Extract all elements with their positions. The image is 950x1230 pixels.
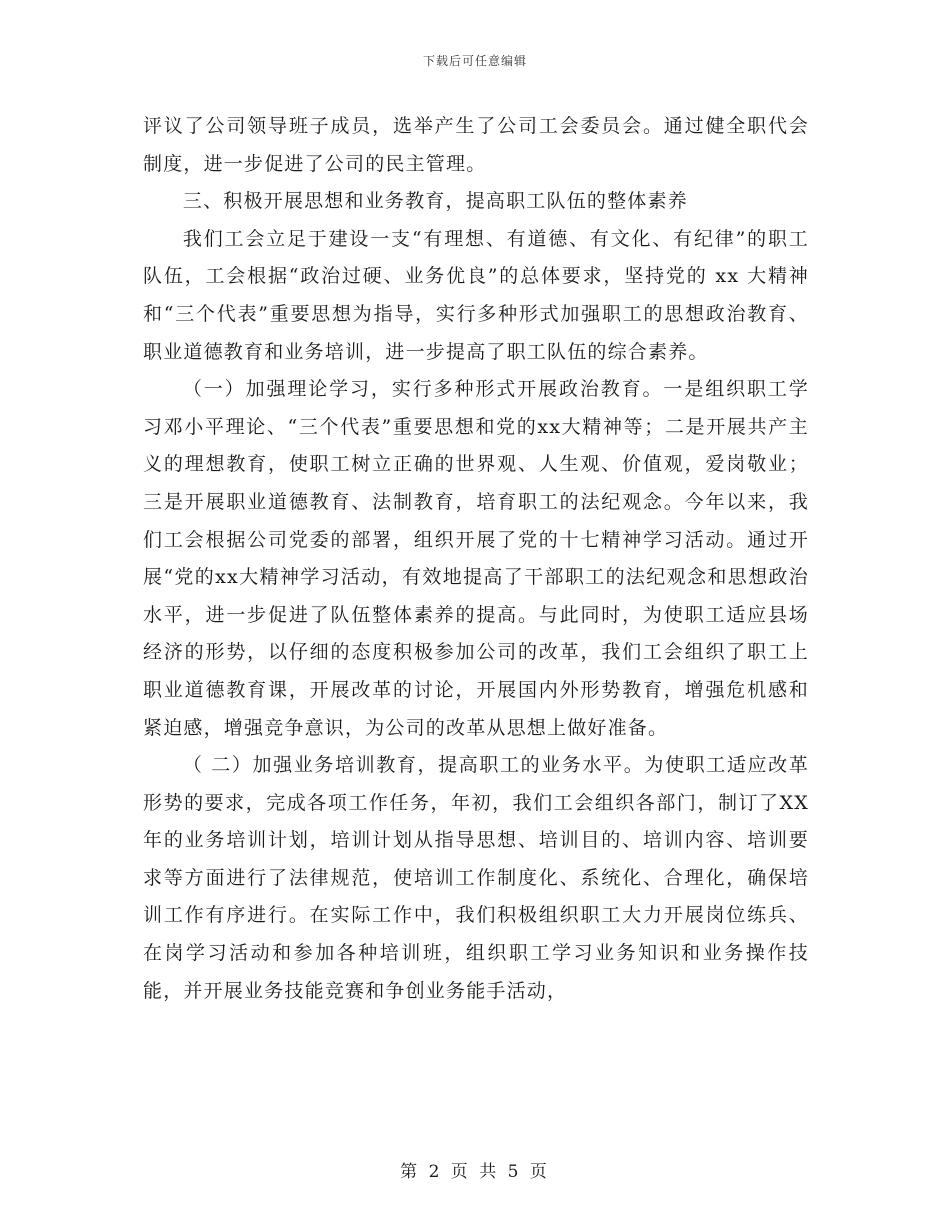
page-header: 下载后可任意编辑 (422, 54, 527, 68)
paragraph-4: （一）加强理论学习，实行多种形式开展政治教育。一是组织职工学习邓小平理论、“三个代表”重要思想和党的xx大精神等；二是开展共产主义的理想教育，使职工树立正确的世界观、人生观、价值观，爱岗敬业；三是开展职业道德教育、法制教育，培育职工的法纪观念。今年以来，我们工会根据公司党委的部署，组织开展了党的十七精神学习活动。通过开展“党的xx大精神学习活动，有效地提高了干部职工的法纪观念和思想政治水平，进一步促进了队伍整体素养的提高。与此同时，为使职工适应县场经济的形势，以仔细的态度积极参加公司的改革，我们工会组织了职工上职业道德教育课，开展改革的讨论，开展国内外形势教育，增强危机感和紧迫感，增强竞争意识，为公司的改革从思想上做好准备。 (143, 378, 809, 739)
paragraph-3: 我们工会立足于建设一支“有理想、有道德、有文化、有纪律”的职工队伍，工会根据“政治过硬、业务优良”的总体要求，坚持党的 xx 大精神和“三个代表”重要思想为指导，实行多种形式加强职工的思想政治教育、职业道德教育和业务培训，进一步提高了职工队伍的综合素养。 (143, 227, 809, 363)
paragraph-1: 评议了公司领导班子成员，选举产生了公司工会委员会。通过健全职代会制度，进一步促进了公司的民主管理。 (143, 115, 809, 175)
page-number-footer: 第 2 页 共 5 页 (400, 1162, 550, 1182)
document-body (143, 108, 809, 1010)
section-heading-3: 三、积极开展思想和业务教育，提高职工队伍的整体素养 (182, 190, 688, 213)
paragraph-5: （ 二）加强业务培训教育，提高职工的业务水平。为使职工适应改革形势的要求，完成各项工作任务，年初，我们工会组织各部门，制订了XX 年的业务培训计划，培训计划从指导思想、培训目的、培训内容、培训要求等方面进行了法律规范，使培训工作制度化、系统化、合理化，确保培训工作有序进行。在实际工作中，我们积极组织职工大力开展岗位练兵、在岗学习活动和参加各种培训班，组织职工学习业务知识和业务操作技能，并开展业务技能竞赛和争创业务能手活动， (143, 754, 809, 1002)
